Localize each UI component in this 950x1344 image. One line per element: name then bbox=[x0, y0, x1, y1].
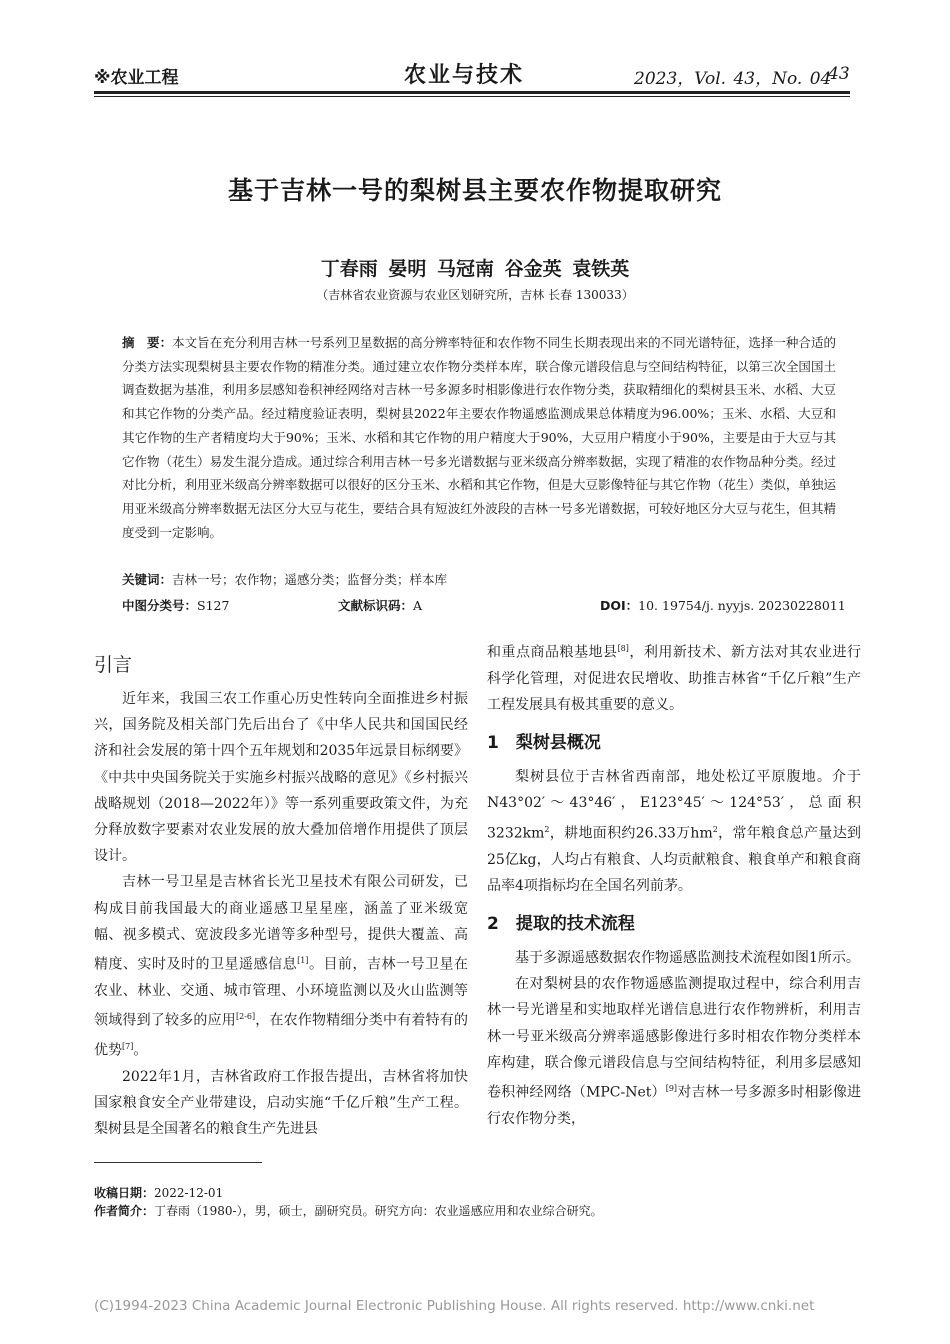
clc-value: S127 bbox=[197, 598, 230, 613]
intro-paragraph-3: 2022年1月，吉林省政府工作报告提出，吉林省将加快国家粮食安全产业带建设，启动实施“千亿斤粮”生产工程。梨树县是全国著名的粮食生产先进县 bbox=[94, 1068, 468, 1138]
doi-label: DOI： bbox=[600, 598, 639, 613]
section-1-heading: 1 梨树县概况 bbox=[487, 733, 601, 754]
copyright-notice: (C)1994-2023 China Academic Journal Electronic Publishing House. All rights reserved. http://www.cnki.net bbox=[94, 1298, 815, 1314]
keywords-text: 吉林一号；农作物；遥感分类；监督分类；样本库 bbox=[172, 572, 448, 587]
keywords bbox=[122, 570, 447, 588]
journal-name: 农业与技术 bbox=[404, 63, 525, 88]
clc-number bbox=[122, 596, 229, 614]
intro-heading: 引言 bbox=[94, 654, 133, 676]
left-column bbox=[94, 686, 468, 1142]
keywords-label: 关键词： bbox=[122, 572, 173, 587]
clc-label: 中图分类号： bbox=[122, 598, 198, 613]
header-rule-thin bbox=[94, 96, 850, 97]
document-code bbox=[338, 596, 422, 614]
journal-issue: 2023，Vol. 43，No. 04 bbox=[634, 69, 832, 89]
citation: [9] bbox=[665, 1083, 678, 1093]
citation: [1] bbox=[297, 956, 309, 966]
footnote-rule bbox=[94, 1162, 262, 1163]
doi-value: 10. 19754/j. nyyjs. 20230228011 bbox=[638, 598, 846, 613]
citation: [8] bbox=[617, 644, 629, 653]
intro-paragraph-1: 近年来，我国三农工作重心历史性转向全面推进乡村振兴，国务院及相关部门先后出台了《中华人民共和国国民经济和社会发展的第十四个五年规划和2035年远景目标纲要》《中共中央国务院关于实施乡村振兴战略的意见》《乡村振兴战略规划（2018—2022年）》等一系列重要政策文件，为充分释放数字要素对农业发展的放大叠加倍增作用提供了顶层设计。 bbox=[94, 691, 468, 865]
doc-code-value: A bbox=[413, 598, 423, 613]
right-column bbox=[487, 636, 861, 1132]
intro-paragraph-2: 吉林一号卫星是吉林省长光卫星技术有限公司研发，已构成目前我国最大的商业遥感卫星星座，涵盖了亚米级宽幅、视多模式、宽波段多光谱等多种型号，提供大覆盖、高精度、实时及时的卫星遥感信息[1]。目前，吉林一号卫星在农业、林业、交通、城市管理、小环境监测以及火山监测等领域得到了较多的应用[2-6]，在农作物精细分类中有着特有的优势[7]。 bbox=[94, 874, 469, 1059]
article-authors: 丁春雨 晏明 马冠南 谷金英 袁铁英 bbox=[320, 258, 630, 280]
article-title: 基于吉林一号的梨树县主要农作物提取研究 bbox=[227, 176, 722, 205]
received-date: 收稿日期：2022-12-01 bbox=[94, 1186, 224, 1200]
doc-code-label: 文献标识码： bbox=[338, 598, 414, 613]
abstract-text: 本文旨在充分利用吉林一号系列卫星数据的高分辨率特征和农作物不同生长期表现出来的不同光谱特征，选择一种合适的分类方法实现梨树县主要农作物的精准分类。通过建立农作物分类样本库，联合像元谱段信息与空间结构特征，以第三次全国国土调查数据为基准，利用多层感知卷积神经网络对吉林一号多源多时相影像进行农作物分类，获取精细化的梨树县玉米、水稻、大豆和其它作物的分类产品。经过精度验证表明，梨树县2022年主要农作物遥感监测成果总体精度为96.00%；玉米、水稻、大豆和其它作物的生产者精度均大于90%；玉米、水稻和其它作物的用户精度大于90%，大豆用户精度小于90%，主要是由于大豆与其它作物（花生）易发生混分造成。通过综合利用吉林一号多光谱数据与亚米级高分辨率数据，实现了精准的农作物品种分类。经过对比分析，利用亚米级高分辨率数据可以很好的区分玉米、水稻和其它作物，但是大豆影像特征与其它作物（花生）类似，单独运用亚米级高分辨率数据无法区分大豆与花生，要结合具有短波红外波段的吉林一号多光谱数据，可较好地区分大豆与花生，但其精度受到一定影响。 bbox=[122, 335, 836, 540]
page-number: 43 bbox=[828, 64, 850, 84]
section-1-paragraph: 梨树县位于吉林省西南部，地处松辽平原腹地。介于N43°02′～43°46′，E123°45′～124°53′，总面积$3232km^2$，耕地面积约26.33万$hm^2$，常年粮食总产量达到25亿kg，人均占有粮食、人均贡献粮食、粮食单产和粮食商品率4项指标均在全国名列前茅。 bbox=[487, 769, 862, 894]
citation: [7] bbox=[122, 1041, 134, 1051]
journal-section: ※农业工程 bbox=[94, 68, 179, 88]
section-2-paragraph-1: 基于多源遥感数据农作物遥感监测技术流程如图1所示。 bbox=[515, 949, 860, 966]
section-2-paragraph-2: 在对梨树县的农作物遥感监测提取过程中，综合利用吉林一号光谱星和实地取样光谱信息进行农作物辨析，利用吉林一号亚米级高分辨率遥感影像进行多时相农作物分类样本库构建，联合像元谱段信息与空间结构特征，利用多层感知卷积神经网络（MPC-Net）[9]对吉林一号多源多时相影像进行农作物分类， bbox=[487, 976, 862, 1127]
author-bio: 作者简介：丁春雨（1980-），男，硕士，副研究员。研究方向：农业遥感应用和农业综合研究。 bbox=[94, 1204, 603, 1218]
article-affiliation: （吉林省农业资源与农业区划研究所，吉林 长春 130033） bbox=[316, 288, 634, 302]
intro-paragraph-3-cont: 和重点商品粮基地县[8]，利用新技术、新方法对其农业进行科学化管理，对促进农民增收、助推吉林省“千亿斤粮”生产工程发展具有极其重要的意义。 bbox=[487, 644, 862, 714]
abstract bbox=[122, 331, 836, 544]
section-2-heading: 2 提取的技术流程 bbox=[487, 913, 635, 934]
abstract-label: 摘 要： bbox=[122, 335, 173, 350]
doi bbox=[600, 596, 846, 614]
citation: [2-6] bbox=[235, 1012, 256, 1022]
header-rule bbox=[94, 91, 850, 94]
